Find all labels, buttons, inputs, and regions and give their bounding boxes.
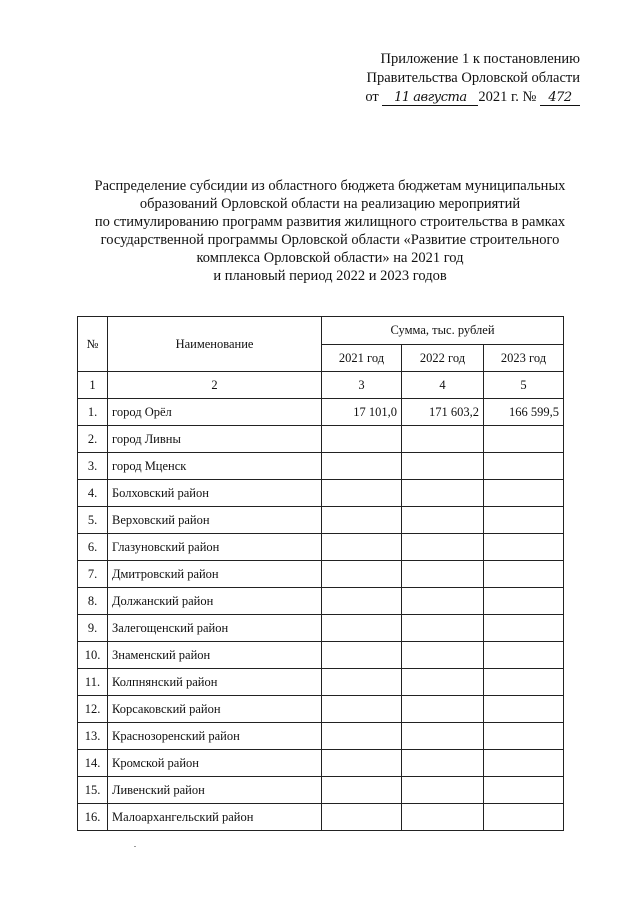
- row-number: 8.: [78, 588, 108, 615]
- row-number: 14.: [78, 750, 108, 777]
- table-row: [78, 399, 564, 426]
- row-name: Болховский район: [108, 480, 322, 507]
- row-value-2022: [402, 453, 484, 480]
- row-value-2021: [322, 480, 402, 507]
- row-value-2021: [322, 426, 402, 453]
- row-value-2021: [322, 804, 402, 831]
- row-value-2021: [322, 696, 402, 723]
- row-name: город Мценск: [108, 453, 322, 480]
- table-row: [78, 453, 564, 480]
- table-row: [78, 696, 564, 723]
- index-cell: 5: [484, 372, 564, 399]
- row-value-2021: [322, 453, 402, 480]
- title-line: по стимулированию программ развития жилищного строительства в рамках: [94, 214, 566, 230]
- title-line: Распределение субсидии из областного бюджета бюджетам муниципальных: [94, 178, 566, 194]
- table-row: [78, 507, 564, 534]
- row-name: Колпнянский район: [108, 669, 322, 696]
- row-value-2021: [322, 723, 402, 750]
- row-number: 9.: [78, 615, 108, 642]
- row-value-2022: [402, 534, 484, 561]
- header-name: Наименование: [108, 317, 322, 372]
- header-2022: 2022 год: [402, 345, 484, 372]
- row-value-2021: [322, 615, 402, 642]
- table-row: [78, 669, 564, 696]
- row-number: 10.: [78, 642, 108, 669]
- row-name: Корсаковский район: [108, 696, 322, 723]
- row-value-2022: [402, 669, 484, 696]
- annex-line-2: Правительства Орловской области: [366, 70, 580, 86]
- row-value-2022: [402, 561, 484, 588]
- table-row: [78, 426, 564, 453]
- row-name: Должанский район: [108, 588, 322, 615]
- row-value-2021: [322, 507, 402, 534]
- row-value-2023: [484, 750, 564, 777]
- row-number: 12.: [78, 696, 108, 723]
- row-value-2023: [484, 642, 564, 669]
- table-row: [78, 534, 564, 561]
- row-number: 3.: [78, 453, 108, 480]
- row-value-2023: [484, 696, 564, 723]
- row-number: 11.: [78, 669, 108, 696]
- row-name: Верховский район: [108, 507, 322, 534]
- row-value-2023: [484, 669, 564, 696]
- table-row: [78, 642, 564, 669]
- annex-date-prefix: от: [365, 89, 379, 105]
- index-cell: 2: [108, 372, 322, 399]
- row-value-2022: [402, 426, 484, 453]
- row-name: Залегощенский район: [108, 615, 322, 642]
- row-value-2021: [322, 669, 402, 696]
- row-number: 7.: [78, 561, 108, 588]
- row-value-2022: [402, 480, 484, 507]
- row-value-2022: [402, 588, 484, 615]
- table-row: [78, 777, 564, 804]
- subsidy-table: [77, 316, 564, 831]
- annex-line-1: Приложение 1 к постановлению: [380, 51, 580, 67]
- row-value-2022: [402, 642, 484, 669]
- row-value-2021: [322, 588, 402, 615]
- index-cell: 4: [402, 372, 484, 399]
- row-value-2023: [484, 453, 564, 480]
- title-line: и плановый период 2022 и 2023 годов: [213, 268, 447, 284]
- row-value-2022: [402, 777, 484, 804]
- row-value-2021: [322, 642, 402, 669]
- table-row: [78, 561, 564, 588]
- row-name: Глазуновский район: [108, 534, 322, 561]
- row-number: 2.: [78, 426, 108, 453]
- row-number: 15.: [78, 777, 108, 804]
- row-number: 4.: [78, 480, 108, 507]
- row-value-2023: [484, 507, 564, 534]
- row-name: Знаменский район: [108, 642, 322, 669]
- row-name: Дмитровский район: [108, 561, 322, 588]
- index-row: [78, 372, 564, 399]
- index-cell: 1: [78, 372, 108, 399]
- header-2023: 2023 год: [484, 345, 564, 372]
- row-number: 1.: [78, 399, 108, 426]
- row-number: 6.: [78, 534, 108, 561]
- row-value-2023: [484, 561, 564, 588]
- row-value-2023: [484, 777, 564, 804]
- row-value-2021: [322, 534, 402, 561]
- annex-line-3: [340, 88, 580, 107]
- row-name: Ливенский район: [108, 777, 322, 804]
- table-row: [78, 480, 564, 507]
- title-line: государственной программы Орловской области «Развитие строительного: [100, 232, 560, 248]
- row-value-2023: [484, 588, 564, 615]
- row-name: Малоархангельский район: [108, 804, 322, 831]
- header-num: №: [78, 317, 108, 372]
- row-value-2022: 171 603,2: [402, 399, 484, 426]
- row-value-2023: [484, 615, 564, 642]
- index-cell: 3: [322, 372, 402, 399]
- row-name: Краснозоренский район: [108, 723, 322, 750]
- row-value-2023: [484, 804, 564, 831]
- row-number: 5.: [78, 507, 108, 534]
- row-name: город Орёл: [108, 399, 322, 426]
- row-number: 13.: [78, 723, 108, 750]
- title-line: комплекса Орловской области» на 2021 год: [196, 250, 464, 266]
- title-line: образований Орловской области на реализацию мероприятий: [139, 196, 521, 212]
- row-value-2021: 17 101,0: [322, 399, 402, 426]
- table-row: [78, 804, 564, 831]
- row-value-2023: [484, 723, 564, 750]
- row-value-2022: [402, 615, 484, 642]
- handwritten-date: 11 августа: [382, 91, 478, 106]
- document-title: [70, 177, 590, 285]
- row-value-2021: [322, 750, 402, 777]
- annex-header: [340, 50, 580, 107]
- row-name: город Ливны: [108, 426, 322, 453]
- row-name: Кромской район: [108, 750, 322, 777]
- row-value-2021: [322, 561, 402, 588]
- row-value-2023: [484, 534, 564, 561]
- table-row: [78, 588, 564, 615]
- row-value-2022: [402, 723, 484, 750]
- row-value-2023: [484, 426, 564, 453]
- row-value-2022: [402, 750, 484, 777]
- table-row: [78, 723, 564, 750]
- table-row: [78, 750, 564, 777]
- header-sum: Сумма, тыс. рублей: [322, 317, 564, 345]
- row-value-2022: [402, 804, 484, 831]
- row-value-2022: [402, 507, 484, 534]
- row-value-2023: [484, 480, 564, 507]
- header-2021: 2021 год: [322, 345, 402, 372]
- row-number: 16.: [78, 804, 108, 831]
- row-value-2022: [402, 696, 484, 723]
- row-value-2023: 166 599,5: [484, 399, 564, 426]
- table-row: [78, 615, 564, 642]
- handwritten-number: 472: [540, 91, 580, 106]
- annex-year-text: 2021 г. №: [478, 89, 537, 105]
- scan-speck: [134, 846, 136, 847]
- row-value-2021: [322, 777, 402, 804]
